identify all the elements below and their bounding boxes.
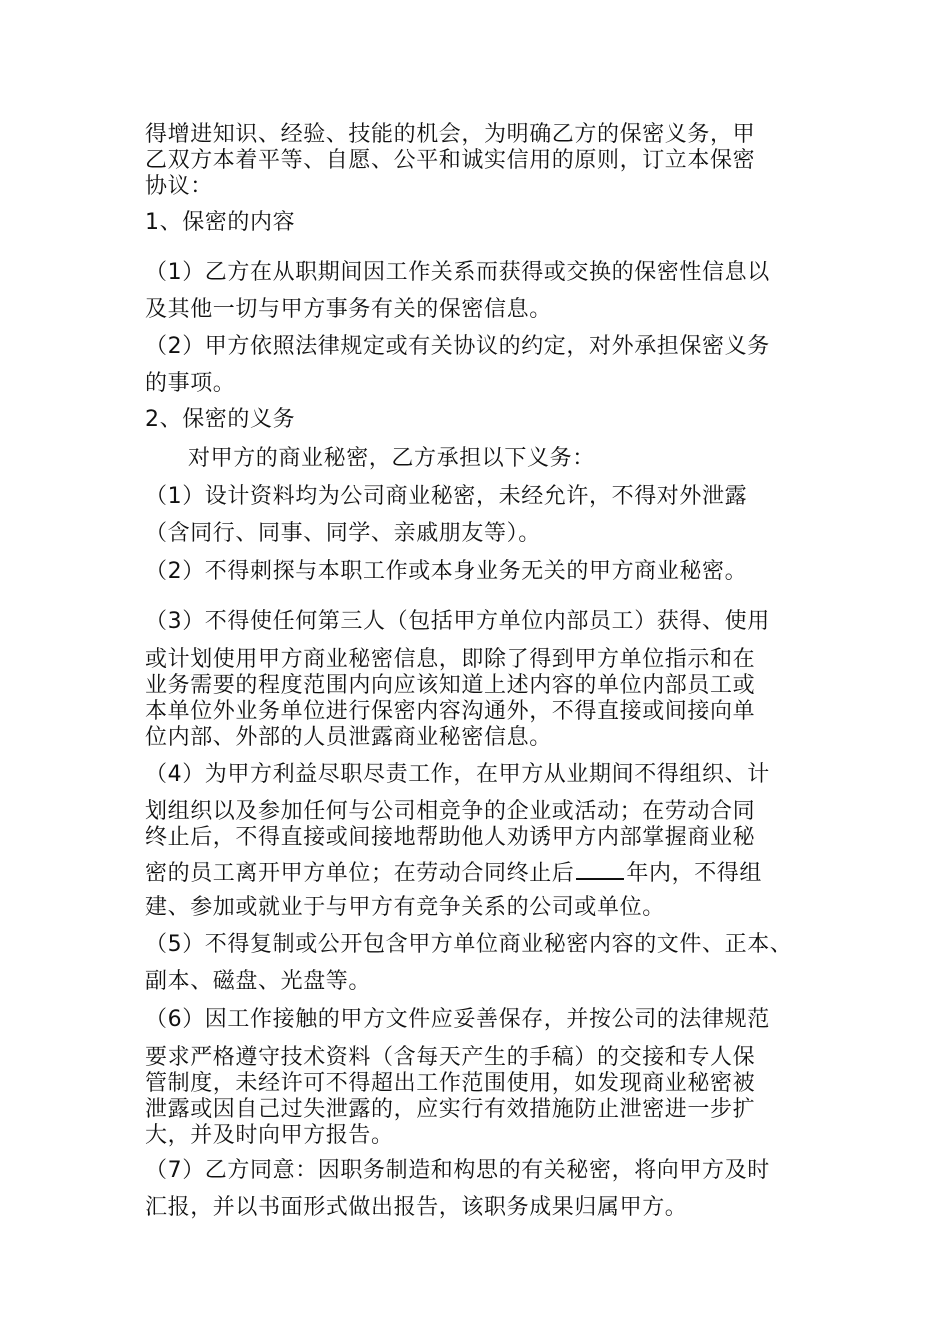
section-heading: 2、保密的义务 [145, 407, 296, 432]
paragraph-line: 业务需要的程度范围内向应该知道上述内容的单位内部员工或 [145, 673, 756, 698]
paragraph-line: （1）设计资料均为公司商业秘密，未经允许，不得对外泄露 [145, 484, 748, 509]
fill-in-blank[interactable] [576, 858, 624, 880]
line-text-after-blank: 年内，不得组 [626, 861, 763, 886]
paragraph-line: 的事项。 [145, 371, 236, 396]
paragraph-line: 终止后，不得直接或间接地帮助他人劝诱甲方内部掌握商业秘 [145, 825, 756, 850]
paragraph-line: 或计划使用甲方商业秘密信息，即除了得到甲方单位指示和在 [145, 647, 756, 672]
paragraph-line: 及其他一切与甲方事务有关的保密信息。 [145, 297, 552, 322]
section-heading: 1、保密的内容 [145, 210, 296, 235]
paragraph-line: （3）不得使任何第三人（包括甲方单位内部员工）获得、使用 [145, 609, 770, 634]
paragraph-line: （2）甲方依照法律规定或有关协议的约定，对外承担保密义务 [145, 334, 770, 359]
paragraph-line: 得增进知识、经验、技能的机会，为明确乙方的保密义务，甲 [145, 122, 756, 147]
paragraph-line: 泄露或因自己过失泄露的，应实行有效措施防止泄密进一步扩 [145, 1097, 756, 1122]
paragraph-line: 管制度，未经许可不得超出工作范围使用，如发现商业秘密被 [145, 1071, 756, 1096]
paragraph-line: 位内部、外部的人员泄露商业秘密信息。 [145, 725, 552, 750]
paragraph-line: （2）不得刺探与本职工作或本身业务无关的甲方商业秘密。 [145, 559, 748, 584]
paragraph-line: 要求严格遵守技术资料（含每天产生的手稿）的交接和专人保 [145, 1045, 756, 1070]
paragraph-line: 汇报，并以书面形式做出报告，该职务成果归属甲方。 [145, 1195, 688, 1220]
paragraph-line: 建、参加或就业于与甲方有竞争关系的公司或单位。 [145, 895, 665, 920]
paragraph-line: 对甲方的商业秘密，乙方承担以下义务： [188, 446, 595, 471]
paragraph-line [145, 858, 762, 887]
paragraph-line: （7）乙方同意：因职务制造和构思的有关秘密，将向甲方及时 [145, 1158, 770, 1183]
paragraph-line: 大，并及时向甲方报告。 [145, 1123, 394, 1148]
paragraph-line: （含同行、同事、同学、亲戚朋友等）。 [145, 521, 541, 546]
paragraph-line: 划组织以及参加任何与公司相竞争的企业或活动；在劳动合同 [145, 799, 756, 824]
paragraph-line: 副本、磁盘、光盘等。 [145, 969, 372, 994]
paragraph-line: （5）不得复制或公开包含甲方单位商业秘密内容的文件、正本、 [145, 932, 793, 957]
paragraph-line: 乙双方本着平等、自愿、公平和诚实信用的原则，订立本保密 [145, 148, 756, 173]
paragraph-line: （6）因工作接触的甲方文件应妥善保存，并按公司的法律规范 [145, 1007, 770, 1032]
paragraph-line: （4）为甲方利益尽职尽责工作，在甲方从业期间不得组织、计 [145, 762, 770, 787]
line-text-before-blank: 密的员工离开甲方单位；在劳动合同终止后 [145, 861, 575, 886]
paragraph-line: 本单位外业务单位进行保密内容沟通外，不得直接或间接向单 [145, 699, 756, 724]
paragraph-line: 协议： [145, 174, 213, 199]
paragraph-line: （1）乙方在从职期间因工作关系而获得或交换的保密性信息以 [145, 260, 770, 285]
